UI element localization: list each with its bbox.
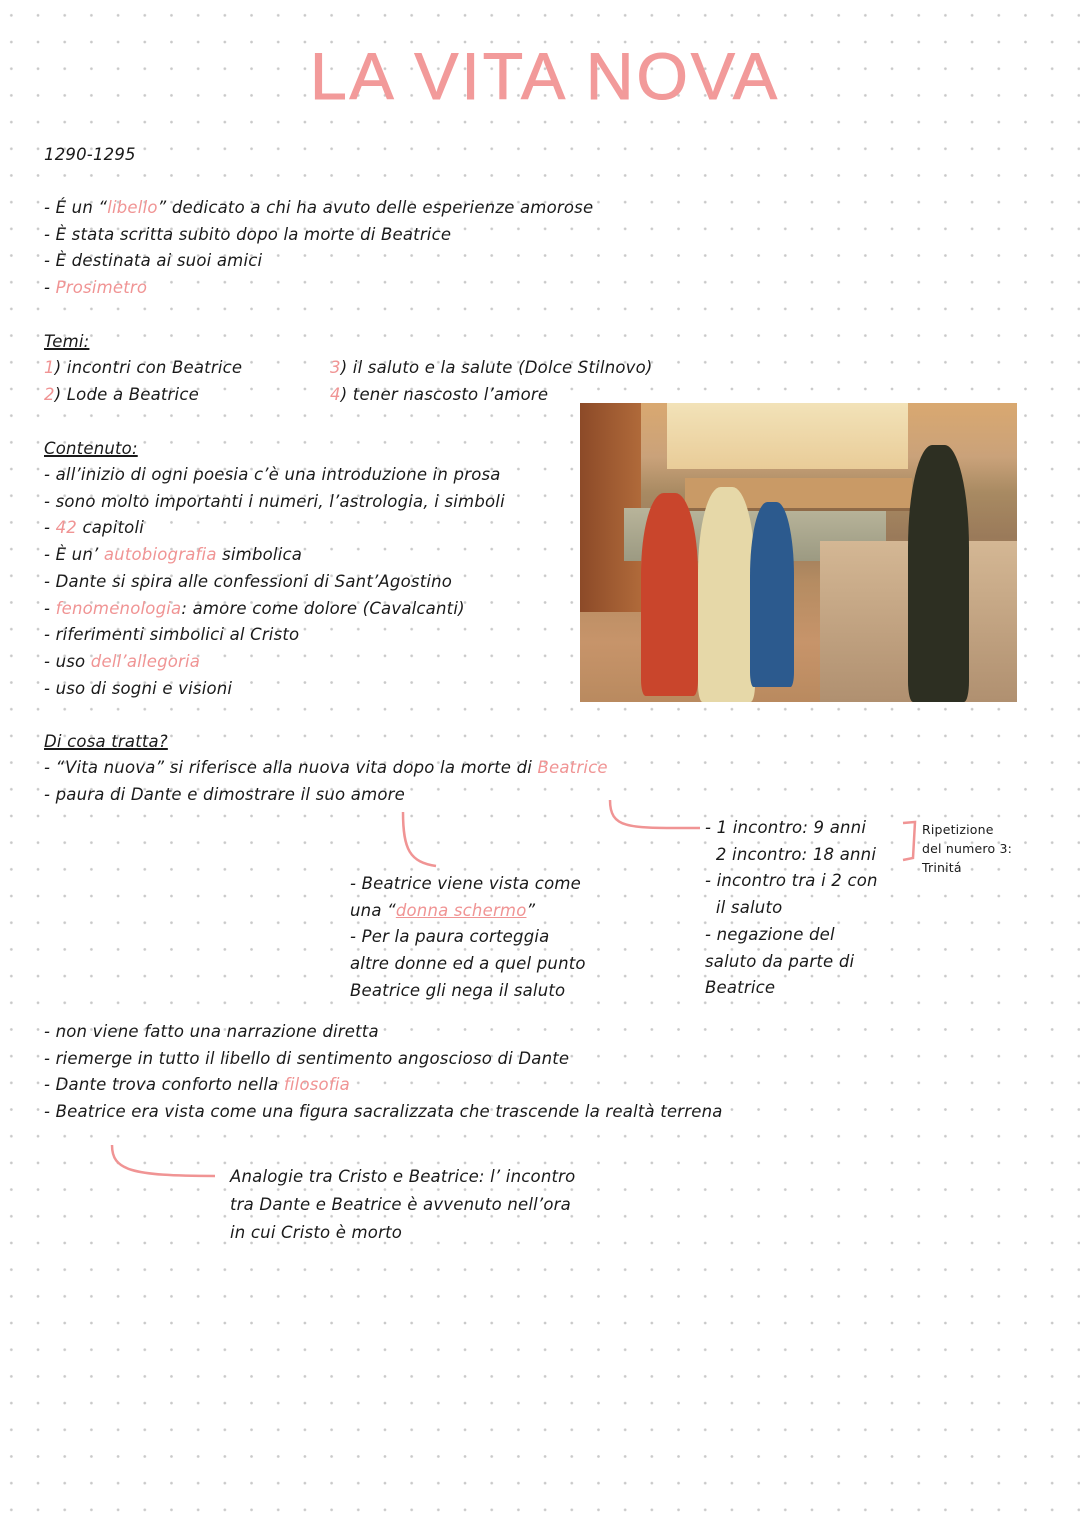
text-segment: - riferimenti simbolici al Cristo	[44, 625, 300, 645]
text-line	[350, 951, 586, 978]
text-segment: - non viene fatto una narrazione diretta	[44, 1022, 379, 1041]
text-segment: - sono molto importanti i numeri, l’astrologia, i simboli	[44, 491, 505, 511]
highlight-term: 3	[330, 358, 341, 377]
text-segment: -	[44, 278, 56, 298]
text-segment: il saluto	[705, 898, 783, 918]
text-segment: - È un’	[44, 545, 104, 565]
text-segment: Trinitá	[922, 860, 962, 875]
text-segment: saluto da parte di	[705, 951, 855, 971]
text-segment: -	[44, 518, 56, 538]
highlight-term: Beatrice	[537, 758, 608, 777]
incontri-block	[705, 815, 878, 1002]
page-title: LA VITA NOVA	[309, 39, 781, 113]
text-segment: ) Lode a Beatrice	[54, 384, 199, 404]
text-segment: - negazione del	[705, 924, 835, 944]
text-segment: - È destinata ai suoi amici	[44, 251, 263, 271]
text-segment: ) incontri con Beatrice	[54, 358, 243, 377]
bracket-trinita	[903, 822, 915, 860]
text-segment: ”	[526, 900, 536, 920]
donna-schermo-block	[350, 871, 586, 1005]
connector-schermo	[403, 812, 436, 866]
highlight-term: donna schermo	[395, 900, 527, 920]
contenuto-heading: Contenuto:	[44, 439, 138, 458]
text-line	[44, 1099, 723, 1126]
text-line	[922, 839, 1012, 858]
text-line	[44, 1046, 723, 1073]
temi-heading: Temi:	[44, 332, 90, 351]
highlight-term: Prosimetro	[55, 278, 148, 298]
highlight-term: 42	[55, 518, 78, 538]
highlight-term: 1	[44, 358, 55, 377]
text-line	[705, 815, 878, 842]
text-segment: una “	[350, 900, 396, 920]
text-segment: - Beatrice era vista come una figura sacralizzata che trascende la realtà terrena	[44, 1102, 723, 1122]
highlight-term: 4	[330, 384, 341, 404]
text-segment: Ripetizione	[922, 822, 994, 837]
text-line	[705, 922, 878, 949]
text-segment: capitoli	[77, 518, 145, 538]
text-segment: del numero 3:	[922, 841, 1013, 856]
text-segment: - Dante si spira alle confessioni di Sant’Agostino	[44, 571, 453, 591]
text-line	[922, 820, 1012, 839]
text-segment: - uso	[44, 651, 91, 671]
text-segment: Beatrice	[705, 978, 776, 998]
text-segment: ) il saluto e la salute (Dolce Stilnovo)	[340, 358, 653, 377]
text-segment: - Per la paura corteggia	[350, 927, 550, 947]
highlight-term: libello	[107, 198, 158, 217]
text-line	[922, 858, 1012, 877]
text-segment: - riemerge in tutto il libello di sentimento angoscioso di Dante	[44, 1048, 570, 1068]
text-segment: : amore come dolore (Cavalcanti)	[181, 598, 465, 618]
text-line	[350, 898, 586, 925]
text-segment: - “Vita nuova” si riferisce alla nuova vita dopo la morte di	[44, 758, 538, 777]
text-line	[44, 1072, 723, 1099]
text-segment: altre donne ed a quel punto	[350, 954, 586, 974]
text-segment: ) tener nascosto l’amore	[340, 384, 549, 404]
text-segment: - É un “	[44, 198, 108, 217]
text-segment: - paura di Dante e dimostrare il suo amore	[44, 784, 406, 804]
text-line	[230, 1163, 575, 1191]
highlight-term: filosofia	[283, 1075, 350, 1095]
text-segment: ” dedicato a chi ha avuto delle esperienze amorose	[157, 198, 594, 217]
text-segment: in cui Cristo è morto	[230, 1223, 403, 1242]
text-line	[350, 871, 586, 898]
text-line	[350, 924, 586, 951]
tratta-heading: Di cosa tratta?	[44, 732, 168, 751]
text-line	[705, 868, 878, 895]
highlight-term: fenomenologia	[55, 598, 182, 618]
other-points-list	[44, 1019, 723, 1126]
text-segment: - 1 incontro: 9 anni	[705, 818, 867, 837]
text-line	[705, 842, 878, 869]
text-segment: - È stata scritta subito dopo la morte di Beatrice	[44, 224, 452, 244]
text-segment: - all’inizio di ogni poesia c’è una introduzione in prosa	[44, 465, 501, 484]
text-line	[230, 1219, 575, 1247]
text-line	[44, 1019, 723, 1046]
text-segment: - uso di sogni e visioni	[44, 678, 233, 698]
highlight-term: autobiografia	[103, 545, 217, 565]
highlight-term: 2	[44, 384, 55, 404]
analogie-block	[230, 1163, 575, 1247]
date-range: 1290-1295	[44, 145, 136, 164]
text-segment: tra Dante e Beatrice è avvenuto nell’ora	[230, 1195, 571, 1214]
text-segment: - Beatrice viene vista come	[350, 874, 582, 893]
text-line	[705, 975, 878, 1002]
text-segment: Beatrice gli nega il saluto	[350, 980, 566, 1000]
text-segment: 2 incontro: 18 anni	[705, 844, 877, 864]
text-segment: - incontro tra i 2 con	[705, 871, 878, 891]
text-line	[350, 978, 586, 1005]
text-segment: - Dante trova conforto nella	[44, 1075, 284, 1095]
text-line	[230, 1191, 575, 1219]
connector-analogie	[112, 1145, 215, 1176]
text-segment: Analogie tra Cristo e Beatrice: l’ incontro	[230, 1167, 576, 1186]
text-segment: -	[44, 598, 56, 618]
text-segment: simbolica	[216, 545, 303, 565]
trinita-note	[922, 820, 1012, 877]
highlight-term: dell’allegoria	[90, 651, 201, 671]
text-line	[705, 949, 878, 976]
connector-incontri	[610, 800, 700, 828]
text-line	[705, 895, 878, 922]
